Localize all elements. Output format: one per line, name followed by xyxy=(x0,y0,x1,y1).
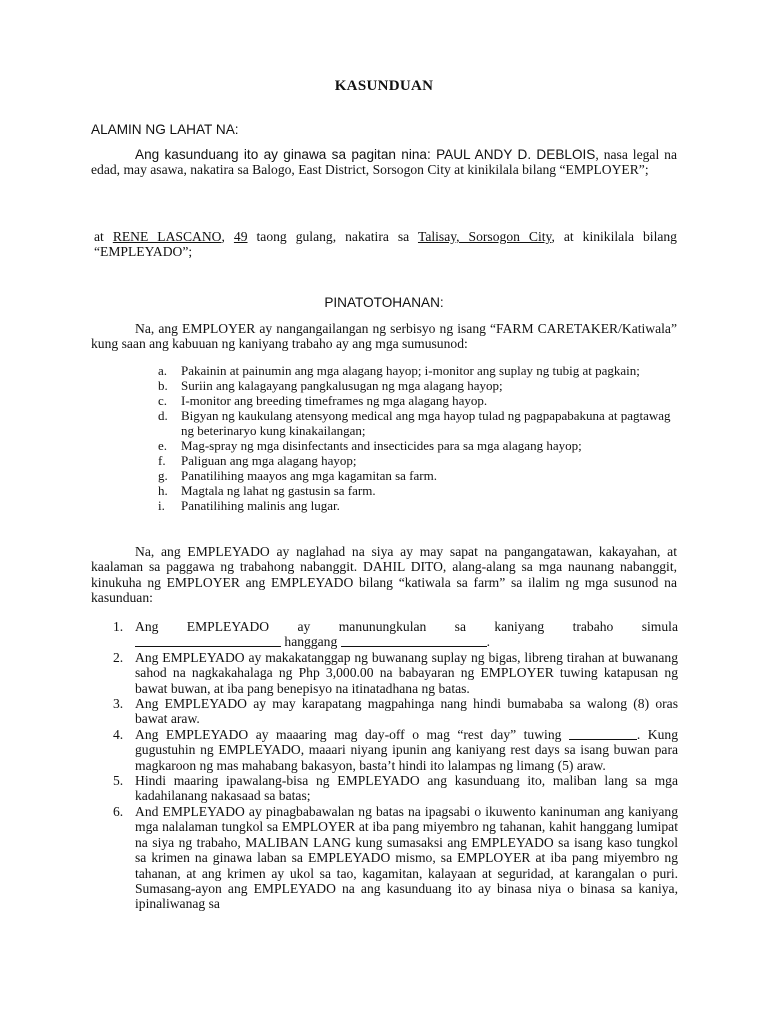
list-item: 6. And EMPLEYADO ay pinagbabawalan ng batas na ipagsabi o ikuwento kaninuman ang kaniyang mga nalalaman tungkol sa EMPLOYER at iba pang miyembro ng tahanan, kahit hanggang lumipat na siya ng trabaho, MALIBAN LANG kung sumasaksi ang EMPLEYADO sa isang kaso tungkol sa krimen na ginawa laban sa EMPLEYADO mismo, sa EMPLOYER at iba pang miyembro ng tahanan, at ang krimen ay ukol sa tao, kagamitan, kalayaan at seguridad, at karangalan o puri. Sumasang-ayon ang EMPLEYADO na ang kasunduang ito ay binasa niya o binasa sa kaniya, ipinaliwanag sa xyxy=(113,803,678,912)
end-date-blank[interactable] xyxy=(341,634,487,647)
list-item: b. Suriin ang kalagayang pangkalusugan ng mga alagang hayop; xyxy=(158,378,503,393)
employee-name: RENE LASCANO xyxy=(112,229,222,244)
employee-age: 49 xyxy=(233,229,248,244)
list-item: h. Magtala ng lahat ng gastusin sa farm. xyxy=(158,483,376,498)
employee-declaration-paragraph: Na, ang EMPLEYADO ay naglahad na siya ay may sapat na pangangatawan, kakayahan, at kaalaman sa paggawa ng trabahong nabanggit. DAHIL DITO, alang-alang sa mga naunang nabanggit, kinukuha ng EMPLOYER ang EMPLEYADO bilang “katiwala sa farm” sa ilalim ng mga susunod na kasunduan: xyxy=(91,544,677,606)
list-item: g. Panatilihing maayos ang mga kagamitan sa farm. xyxy=(158,468,437,483)
list-item: d. Bigyan ng kaukulang atensyong medical ang mga hayop tulad ng pagpapabakuna at pagtawag ng beterinaryo kung kinakailangan; xyxy=(158,408,671,438)
list-item: 3. Ang EMPLEYADO ay may karapatang magpahinga nang hindi bumababa sa walong (8) oras bawat araw. xyxy=(113,696,678,727)
employee-paragraph xyxy=(94,229,677,260)
list-item: 4. Ang EMPLEYADO ay maaaring mag day-off o mag “rest day” tuwing . Kung gugustuhin ng EMPLEYADO, maaari niyang ipunin ang kaniyang rest days sa isang buwan para magkaroon ng mas mahabang bakasyon, basta’t hindi ito lalampas ng limang (5) araw. xyxy=(113,726,678,773)
start-date-blank[interactable] xyxy=(135,634,281,647)
terms-list xyxy=(113,619,678,912)
section-heading: PINATOTOHANAN: xyxy=(324,295,444,310)
list-item: e. Mag-spray ng mga disinfectants and insecticides para sa mga alagang hayop; xyxy=(158,438,582,453)
employee-address: Talisay, Sorsogon City xyxy=(417,229,552,244)
list-item: 1. Ang EMPLEYADO ay manunungkulan sa kaniyang trabaho simula hanggang . xyxy=(113,619,678,650)
intro-text-1: Ang kasunduang ito ay ginawa sa pagitan nina: xyxy=(135,147,437,162)
intro-paragraph xyxy=(91,147,677,178)
employee-sep: , xyxy=(221,229,234,244)
list-item: 5. Hindi maaring ipawalang-bisa ng EMPLEYADO ang kasunduang ito, maliban lang sa mga kadahilanang nakasaad sa batas; xyxy=(113,773,678,804)
duties-list xyxy=(158,363,678,513)
employer-needs-paragraph: Na, ang EMPLOYER ay nangangailangan ng serbisyo ng isang “FARM CARETAKER/Katiwala” kung saan ang kabuuan ng kaniyang trabaho ay ang mga sumusunod: xyxy=(91,321,677,352)
document-title: KASUNDUAN xyxy=(334,78,434,94)
salutation: ALAMIN NG LAHAT NA: xyxy=(91,122,239,137)
employee-suffix: , at kinikilala bilang “EMPLEYADO”; xyxy=(94,229,677,260)
list-item: 2. Ang EMPLEYADO ay makakatanggap ng buwanang suplay ng bigas, libreng tirahan at buwanang sahod na nagkakahalaga ng Php 3,000.00 na babayaran ng EMPLOYER tuwing katapusan ng bawat buwan, at iba pang benepisyo na itinatadhana ng batas. xyxy=(113,649,678,696)
list-item: i. Panatilihing malinis ang lugar. xyxy=(158,498,340,513)
employee-mid: taong gulang, nakatira sa xyxy=(247,229,418,244)
employee-prefix: at xyxy=(94,229,113,244)
rest-day-blank[interactable] xyxy=(569,727,637,740)
intro-text-2: , nasa legal na edad, may asawa, nakatira sa Balogo, East District, Sorsogon City at kinikilala bilang “EMPLOYER”; xyxy=(91,147,677,178)
list-item: a. Pakainin at painumin ang mga alagang hayop; i-monitor ang suplay ng tubig at pagkain; xyxy=(158,363,640,378)
employer-name: PAUL ANDY D. DEBLOIS xyxy=(436,147,596,162)
list-item: c. I-monitor ang breeding timeframes ng mga alagang hayop. xyxy=(158,393,488,408)
list-item: f. Paliguan ang mga alagang hayop; xyxy=(158,453,357,468)
